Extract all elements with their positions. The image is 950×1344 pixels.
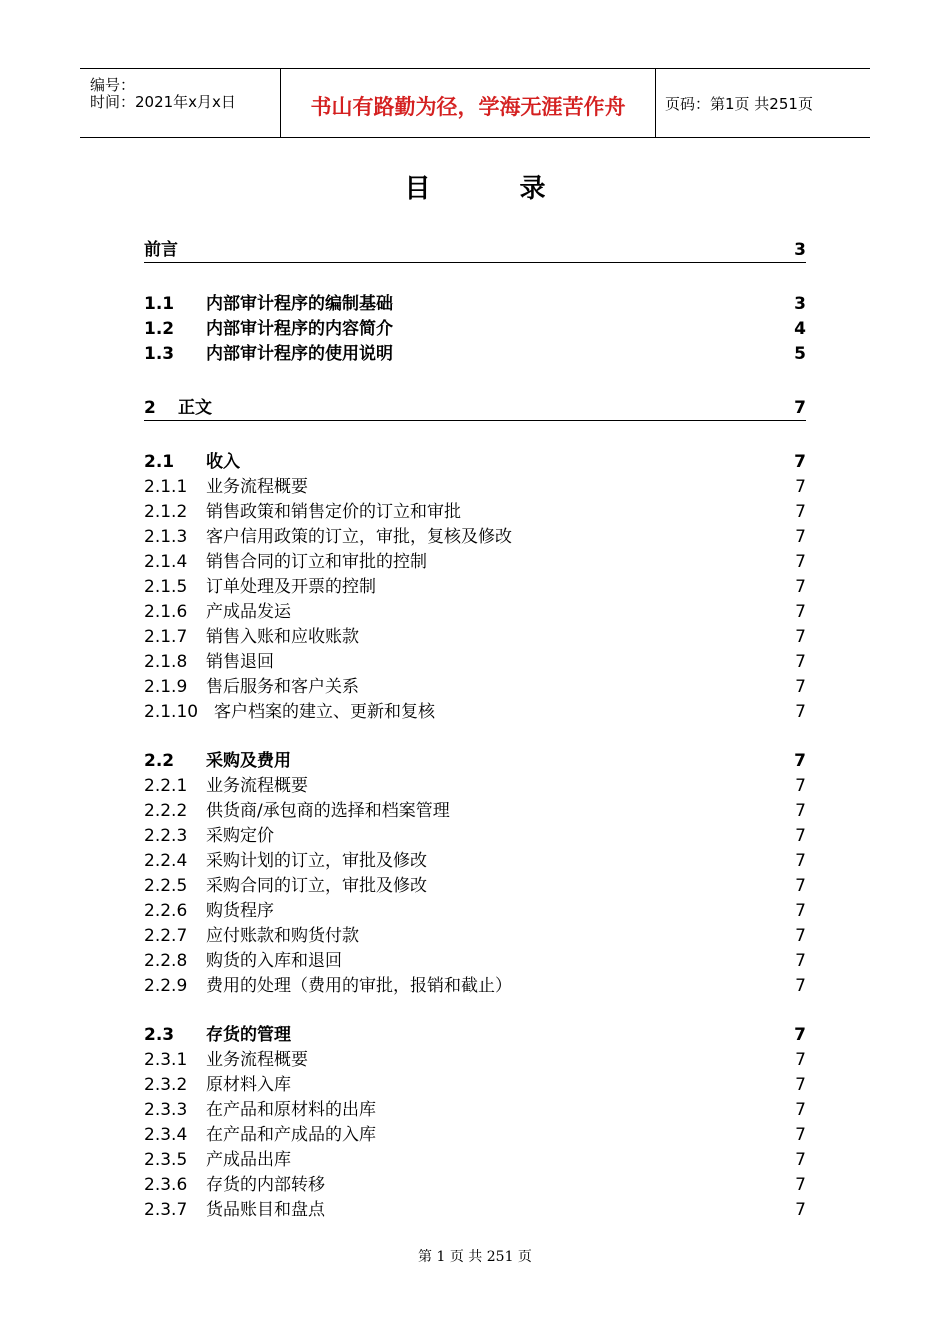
- header-motto: 书山有路勤为径，学海无涯苦作舟: [310, 94, 626, 119]
- toc-entry-title: 内部审计程序的编制基础: [206, 294, 393, 314]
- toc-entry-title: 客户档案的建立、更新和复核: [214, 702, 435, 722]
- document-number-label: 编号：: [90, 76, 136, 94]
- toc-entry-title: 业务流程概要: [206, 477, 308, 497]
- toc-entry-title: 采购定价: [206, 826, 274, 846]
- toc-entry-page: 5: [794, 344, 806, 364]
- toc-entry-number: 2.3.5: [144, 1150, 188, 1170]
- toc-entry-page: 7: [794, 398, 806, 418]
- toc-entry-title: 客户信用政策的订立，审批，复核及修改: [206, 527, 512, 547]
- toc-entry-page: 7: [795, 1150, 806, 1170]
- toc-entry-number: 2.3.1: [144, 1050, 188, 1070]
- toc-entry-number: 2.3.3: [144, 1100, 188, 1120]
- toc-entry-page: 7: [795, 1075, 806, 1095]
- toc-entry-number: 2.2.9: [144, 976, 188, 996]
- toc-entry[interactable]: [144, 1048, 806, 1072]
- toc-entry-page: 7: [795, 1200, 806, 1220]
- toc-title: 目 录: [404, 174, 586, 204]
- toc-entry-page: 7: [795, 926, 806, 946]
- toc-entry-page: 7: [794, 452, 806, 472]
- toc-entry-title: 在产品和原材料的出库: [206, 1100, 376, 1120]
- toc-entry-title: 产成品发运: [206, 602, 291, 622]
- toc-entry-title: 购货程序: [206, 901, 274, 921]
- toc-entry-number: 1.2: [144, 319, 175, 339]
- toc-entry-number: 2.2: [144, 751, 175, 771]
- toc-entry-number: 1.1: [144, 294, 175, 314]
- toc-entry[interactable]: [144, 396, 806, 421]
- toc-entry-number: 2.1: [144, 452, 175, 472]
- toc-entry-title: 应付账款和购货付款: [206, 926, 359, 946]
- toc-entry-title: 业务流程概要: [206, 1050, 308, 1070]
- toc-entry-number: 2.2.2: [144, 801, 188, 821]
- toc-entry-page: 7: [795, 776, 806, 796]
- toc-entry-number: 2.1.9: [144, 677, 188, 697]
- toc-entry-page: 7: [795, 477, 806, 497]
- toc-entry-title: 订单处理及开票的控制: [206, 577, 376, 597]
- toc-entry-number: 2.3.4: [144, 1125, 188, 1145]
- toc-entry-title: 内部审计程序的内容简介: [206, 319, 393, 339]
- toc-entry[interactable]: [144, 600, 806, 624]
- toc-entry-page: 7: [795, 502, 806, 522]
- toc-entry-number: 2.1.5: [144, 577, 188, 597]
- toc-entry[interactable]: [144, 1023, 806, 1047]
- toc-entry[interactable]: [144, 874, 806, 898]
- toc-entry[interactable]: [144, 500, 806, 524]
- toc-entry-page: 7: [795, 1125, 806, 1145]
- toc-entry-number: 2.1.4: [144, 552, 188, 572]
- header-meta-cell: [80, 69, 280, 137]
- toc-entry-page: 3: [794, 294, 806, 314]
- toc-entry-title: 供货商/承包商的选择和档案管理: [206, 801, 450, 821]
- toc-entry-number: 2.1.8: [144, 652, 188, 672]
- toc-entry[interactable]: [144, 824, 806, 848]
- toc-entry-title: 产成品出库: [206, 1150, 291, 1170]
- page-header: [80, 68, 870, 138]
- toc-entry-number: 2.1.7: [144, 627, 188, 647]
- toc-entry-title: 货品账目和盘点: [206, 1200, 325, 1220]
- document-date-label: 时间：2021年x月x日: [90, 93, 236, 111]
- toc-entry[interactable]: [144, 1198, 806, 1222]
- toc-entry-page: 7: [795, 826, 806, 846]
- toc-entry-number: 2.2.7: [144, 926, 188, 946]
- toc-entry[interactable]: [144, 575, 806, 599]
- toc-entry-title: 费用的处理（费用的审批，报销和截止）: [206, 976, 512, 996]
- toc-entry[interactable]: [144, 1173, 806, 1197]
- header-page-cell: [655, 69, 870, 137]
- toc-entry-number: 2.1.1: [144, 477, 188, 497]
- toc-entry-title: 采购合同的订立，审批及修改: [206, 876, 427, 896]
- toc-entry-number: 2.1.2: [144, 502, 188, 522]
- toc-entry-title: 售后服务和客户关系: [206, 677, 359, 697]
- header-page-info: 页码：第1页 共251页: [665, 95, 813, 113]
- toc-entry-title: 销售退回: [206, 652, 274, 672]
- toc-entry-page: 7: [795, 876, 806, 896]
- toc-entry-title: 采购计划的订立，审批及修改: [206, 851, 427, 871]
- toc-entry-page: 7: [795, 1100, 806, 1120]
- toc-entry-title: 销售合同的订立和审批的控制: [206, 552, 427, 572]
- toc-entry-title: 购货的入库和退回: [206, 951, 342, 971]
- toc-entry[interactable]: [144, 342, 806, 366]
- toc-entry[interactable]: [144, 1148, 806, 1172]
- header-motto-cell: [280, 69, 656, 137]
- toc-entry-page: 7: [795, 627, 806, 647]
- toc-entry[interactable]: [144, 238, 806, 263]
- toc-entry-page: 7: [795, 552, 806, 572]
- toc-entry-number: 2.3: [144, 1025, 175, 1045]
- toc-entry-title: 正文: [178, 398, 212, 418]
- toc-entry-number: 1.3: [144, 344, 175, 364]
- toc-entry[interactable]: [144, 924, 806, 948]
- toc-entry-title: 存货的管理: [206, 1025, 291, 1045]
- toc-entry-page: 7: [795, 1175, 806, 1195]
- toc-entry-number: 2.2.6: [144, 901, 188, 921]
- toc-entry-title: 在产品和产成品的入库: [206, 1125, 376, 1145]
- toc-entry[interactable]: [144, 625, 806, 649]
- toc-entry-title: 收入: [206, 452, 240, 472]
- toc-entry-page: 7: [795, 1050, 806, 1070]
- toc-entry-number: 前言: [144, 240, 178, 260]
- toc-entry[interactable]: [144, 1098, 806, 1122]
- toc-entry[interactable]: [144, 949, 806, 973]
- toc-entry-number: 2.1.6: [144, 602, 188, 622]
- toc-entry[interactable]: [144, 550, 806, 574]
- toc-entry[interactable]: [144, 774, 806, 798]
- toc-entry[interactable]: [144, 899, 806, 923]
- toc-entry-page: 7: [795, 801, 806, 821]
- toc-entry[interactable]: [144, 1073, 806, 1097]
- toc-entry-title: 业务流程概要: [206, 776, 308, 796]
- toc-entry-title: 采购及费用: [206, 751, 291, 771]
- toc-entry-title: 销售入账和应收账款: [206, 627, 359, 647]
- toc-entry-page: 7: [795, 577, 806, 597]
- toc-entry-number: 2.2.4: [144, 851, 188, 871]
- toc-entry-number: 2.3.6: [144, 1175, 188, 1195]
- toc-entry-page: 7: [794, 751, 806, 771]
- toc-entry-number: 2.2.3: [144, 826, 188, 846]
- toc-entry[interactable]: [144, 675, 806, 699]
- toc-entry-page: 3: [794, 240, 806, 260]
- toc-entry-number: 2.1.3: [144, 527, 188, 547]
- toc-entry[interactable]: [144, 700, 806, 724]
- toc-entry[interactable]: [144, 650, 806, 674]
- toc-entry-title: 存货的内部转移: [206, 1175, 325, 1195]
- toc-entry-page: 7: [795, 951, 806, 971]
- toc-entry-page: 7: [794, 1025, 806, 1045]
- toc-entry[interactable]: [144, 749, 806, 773]
- toc-entry[interactable]: [144, 292, 806, 316]
- toc-entry-page: 7: [795, 652, 806, 672]
- toc-entry[interactable]: [144, 799, 806, 823]
- toc-entry-number: 2.2.5: [144, 876, 188, 896]
- toc-entry-number: 2: [144, 398, 156, 418]
- page-footer: 第 1 页 共 251 页: [418, 1249, 532, 1265]
- toc-entry-page: 7: [795, 602, 806, 622]
- toc-entry-title: 销售政策和销售定价的订立和审批: [206, 502, 461, 522]
- toc-entry-number: 2.1.10: [144, 702, 199, 722]
- toc-entry-page: 4: [794, 319, 806, 339]
- toc-entry[interactable]: [144, 525, 806, 549]
- toc-entry[interactable]: [144, 1123, 806, 1147]
- toc-entry-page: 7: [795, 527, 806, 547]
- toc-entry-page: 7: [795, 677, 806, 697]
- toc-entry[interactable]: [144, 317, 806, 341]
- toc-entry[interactable]: [144, 475, 806, 499]
- toc-entry-page: 7: [795, 901, 806, 921]
- toc-entry[interactable]: [144, 974, 806, 998]
- toc-entry-number: 2.3.2: [144, 1075, 188, 1095]
- toc-entry-number: 2.2.1: [144, 776, 188, 796]
- toc-entry-number: 2.3.7: [144, 1200, 188, 1220]
- toc-entry-page: 7: [795, 851, 806, 871]
- toc-entry-title: 内部审计程序的使用说明: [206, 344, 393, 364]
- toc-entry-page: 7: [795, 976, 806, 996]
- toc-entry[interactable]: [144, 450, 806, 474]
- toc-entry-number: 2.2.8: [144, 951, 188, 971]
- toc-entry-page: 7: [795, 702, 806, 722]
- toc-entry-title: 原材料入库: [206, 1075, 291, 1095]
- toc-entry[interactable]: [144, 849, 806, 873]
